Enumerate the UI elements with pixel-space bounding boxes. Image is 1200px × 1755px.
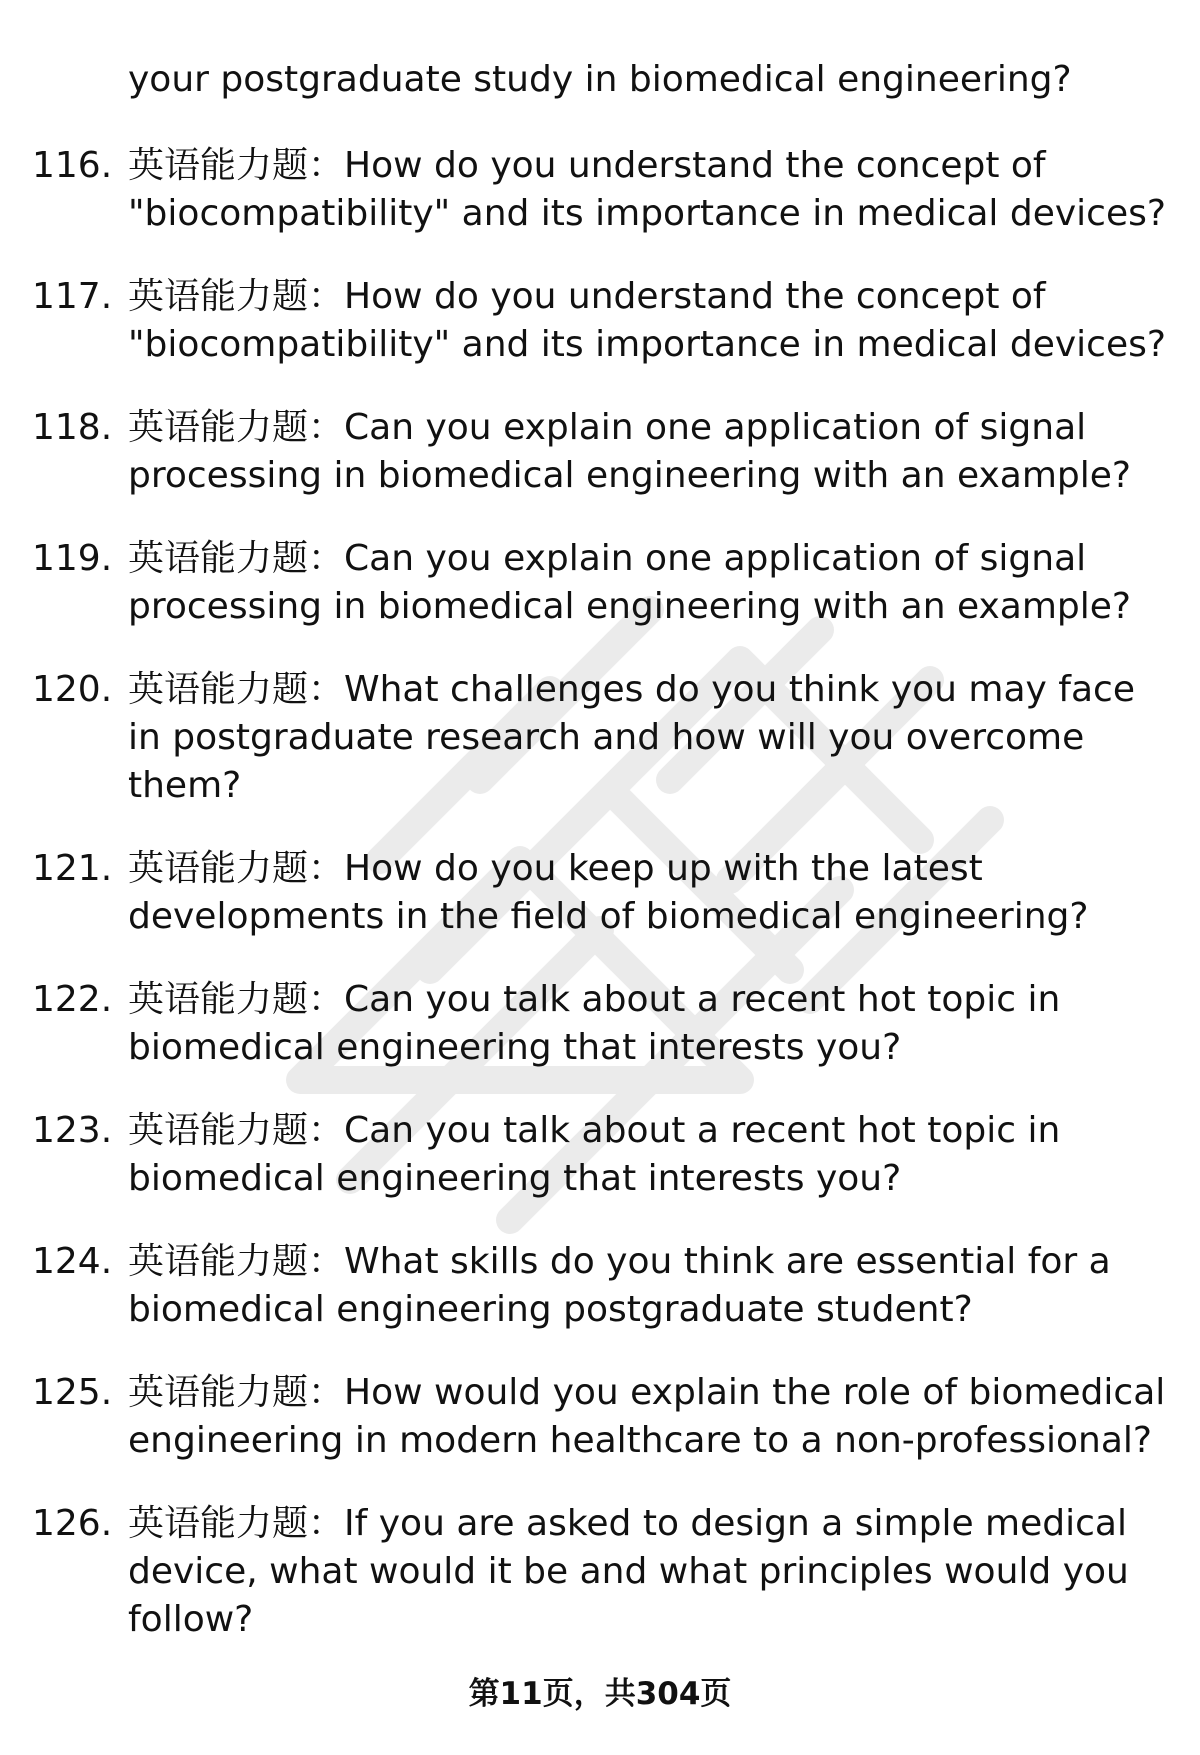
question-number: 126. — [32, 1503, 113, 1544]
list-item — [0, 845, 1200, 941]
question-text — [128, 1107, 1168, 1203]
question-text — [128, 666, 1168, 810]
question-number: 119. — [32, 538, 113, 579]
question-text — [128, 1500, 1168, 1644]
question-tag: 英语能力题： — [128, 276, 345, 317]
list-item — [0, 1369, 1200, 1465]
question-number: 120. — [32, 669, 113, 710]
question-number: 118. — [32, 407, 113, 448]
question-body: Can you talk about a recent hot topic in biomedical engineering that interests you? — [128, 979, 1061, 1068]
question-body: How do you understand the concept of "biocompatibility" and its importance in medical devices? — [128, 276, 1166, 365]
question-tag: 英语能力题： — [128, 1503, 345, 1544]
question-text — [128, 1369, 1168, 1465]
list-item — [0, 142, 1200, 238]
list-item — [0, 1500, 1200, 1644]
question-text — [128, 976, 1168, 1072]
question-body: Can you explain one application of signal processing in biomedical engineering with an example? — [128, 538, 1132, 627]
question-body: What skills do you think are essential for a biomedical engineering postgraduate student? — [128, 1241, 1111, 1330]
question-body: How do you understand the concept of "biocompatibility" and its importance in medical devices? — [128, 145, 1166, 234]
question-list — [0, 142, 1200, 1679]
question-tag: 英语能力题： — [128, 979, 345, 1020]
question-number: 123. — [32, 1110, 113, 1151]
question-tag: 英语能力题： — [128, 1110, 345, 1151]
question-body: Can you talk about a recent hot topic in biomedical engineering that interests you? — [128, 1110, 1061, 1199]
question-body: What challenges do you think you may face in postgraduate research and how will you overcome them? — [128, 669, 1135, 806]
question-tag: 英语能力题： — [128, 669, 345, 710]
list-item — [0, 976, 1200, 1072]
question-number: 124. — [32, 1241, 113, 1282]
question-tag: 英语能力题： — [128, 407, 345, 448]
question-text — [128, 142, 1168, 238]
question-body: How do you keep up with the latest developments in the field of biomedical engineering? — [128, 848, 1089, 937]
list-item — [0, 273, 1200, 369]
continued-question-text: your postgraduate study in biomedical engineering? — [128, 59, 1072, 100]
list-item — [0, 1107, 1200, 1203]
question-text — [128, 1238, 1168, 1334]
question-body: If you are asked to design a simple medical device, what would it be and what principles would you follow? — [128, 1503, 1129, 1640]
question-text — [128, 273, 1168, 369]
question-body: How would you explain the role of biomedical engineering in modern healthcare to a non-professional? — [128, 1372, 1166, 1461]
question-number: 116. — [32, 145, 113, 186]
question-number: 122. — [32, 979, 113, 1020]
question-tag: 英语能力题： — [128, 1372, 345, 1413]
question-tag: 英语能力题： — [128, 538, 345, 579]
question-number: 117. — [32, 276, 113, 317]
list-item — [0, 1238, 1200, 1334]
question-tag: 英语能力题： — [128, 145, 345, 186]
question-tag: 英语能力题： — [128, 1241, 345, 1282]
question-text — [128, 535, 1168, 631]
question-text — [128, 404, 1168, 500]
list-item — [0, 666, 1200, 810]
question-number: 125. — [32, 1372, 113, 1413]
list-item — [0, 404, 1200, 500]
question-tag: 英语能力题： — [128, 848, 345, 889]
question-text — [128, 845, 1168, 941]
page-footer: 第11页，共304页 — [468, 1676, 732, 1712]
question-body: Can you explain one application of signal processing in biomedical engineering with an example? — [128, 407, 1132, 496]
list-item — [0, 535, 1200, 631]
question-number: 121. — [32, 848, 113, 889]
